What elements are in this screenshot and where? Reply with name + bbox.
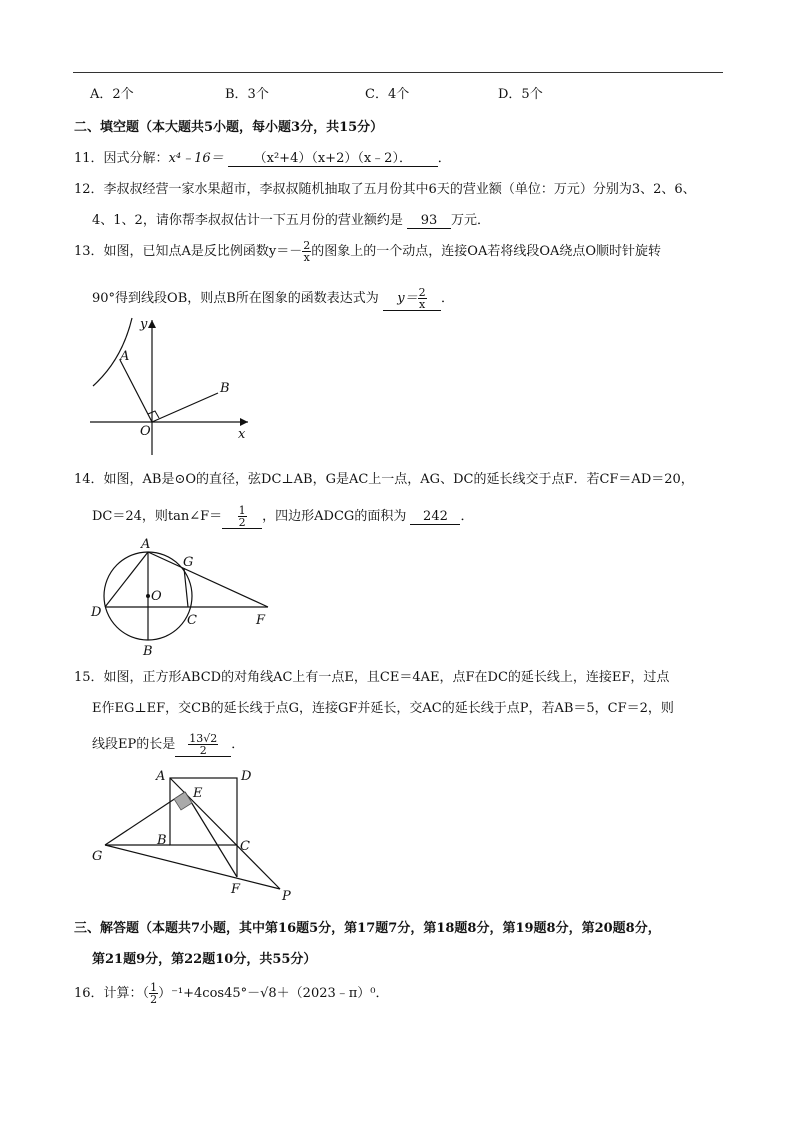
label-y: y xyxy=(140,317,148,332)
q16-frac-num: 1 xyxy=(150,981,158,994)
q13-text2: 的图象上的一个动点，连接OA若将线段OA绕点O顺时针旋转 xyxy=(311,244,662,259)
q15-number: 15． xyxy=(74,670,104,685)
q13-text1: 如图，已知点A是反比例函数y＝－ xyxy=(103,244,303,259)
q11-end: ． xyxy=(437,151,451,166)
label-a: A xyxy=(156,769,166,784)
q14-text3: ，四边形ADCG的面积为 xyxy=(262,509,407,524)
label-d: D xyxy=(241,769,252,784)
q14-ans1-den: 2 xyxy=(238,516,246,529)
right-angle-mark xyxy=(174,792,192,810)
q16 xyxy=(74,982,389,1005)
q16-fraction xyxy=(149,982,158,1005)
label-o: O xyxy=(140,424,151,439)
q14-answer2: 242 xyxy=(410,509,460,525)
choice-c: C．4个 xyxy=(365,87,410,102)
q12-text2: 4、1、2，请你帮李叔叔估计一下五月份的营业额约是 xyxy=(92,213,403,228)
q11-prefix: 因式分解： xyxy=(103,151,169,166)
q12-text1: 李叔叔经营一家水果超市，李叔叔随机抽取了五月份其中6天的营业额（单位：万元）分别为3、2、6、 xyxy=(103,182,696,197)
q15-ans-num: 13√2 xyxy=(189,732,218,745)
q14-number: 14． xyxy=(74,472,104,487)
q15-end: ． xyxy=(231,737,245,752)
q15-ans-den: 2 xyxy=(199,744,207,757)
q13-number: 13． xyxy=(74,244,104,259)
section3-title-line1: 三、解答题（本题共7小题，其中第16题5分，第17题7分，第18题8分，第19题8分，第20题8分， xyxy=(74,921,661,936)
q11-number: 11． xyxy=(74,151,104,166)
label-b: B xyxy=(220,381,230,396)
q15-text1: 如图，正方形ABCD的对角线AC上有一点E，且CE＝4AE，点F在DC的延长线上，连接EF，过点 xyxy=(103,670,670,685)
label-f: F xyxy=(256,613,266,628)
choice-d: D．5个 xyxy=(498,87,543,102)
label-p: P xyxy=(282,889,291,904)
label-d: D xyxy=(91,605,102,620)
q14-text1: 如图，AB是⊙O的直径，弦DC⊥AB，G是AC上一点，AG、DC的延长线交于点F．若CF＝AD＝20， xyxy=(103,472,694,487)
label-g: G xyxy=(92,849,103,864)
q11-expr: x⁴﹣16＝ xyxy=(168,151,224,166)
label-o: O xyxy=(151,589,162,604)
q12-number: 12． xyxy=(74,182,104,197)
label-x: x xyxy=(238,427,246,442)
q13-ans-num: 2 xyxy=(418,286,426,299)
q16-frac-den: 2 xyxy=(150,993,158,1006)
segment-ef xyxy=(185,792,237,877)
q14-text2: DC＝24，则tan∠F＝ xyxy=(92,509,223,524)
q14-end: ． xyxy=(460,509,474,524)
label-b: B xyxy=(143,644,153,659)
line-gp xyxy=(105,845,280,889)
segment-ge xyxy=(105,792,185,845)
label-g: G xyxy=(183,555,194,570)
q16-expression: ）⁻¹+4cos45°－√8＋（2023﹣π）⁰． xyxy=(158,986,389,1001)
q13-end: ． xyxy=(440,291,454,306)
q15-text3: 线段EP的长是 xyxy=(92,737,176,752)
choice-a: A．2个 xyxy=(90,87,134,102)
label-c: C xyxy=(187,613,197,628)
q15-line2: E作EG⊥EF，交CB的延长线于点G，连接GF并延长，交AC的延长线于点P，若AB＝5，CF＝2，则 xyxy=(92,701,674,716)
label-f: F xyxy=(231,882,241,897)
label-e: E xyxy=(193,786,203,801)
q16-number: 16． xyxy=(74,986,104,1001)
label-c: C xyxy=(240,839,250,854)
label-a: A xyxy=(120,349,130,364)
choice-b: B．3个 xyxy=(225,87,269,102)
section2-title: 二、填空题（本大题共5小题，每小题3分，共15分） xyxy=(74,120,384,135)
q13-answer-prefix: y＝ xyxy=(397,291,418,306)
label-b: B xyxy=(157,833,167,848)
q13-text3: 90°得到线段OB，则点B所在图象的函数表达式为 xyxy=(92,291,379,306)
q13-frac-num: 2 xyxy=(303,239,311,252)
q13-ans-den: x xyxy=(419,298,426,311)
q14-ans1-num: 1 xyxy=(238,504,246,517)
q13-frac-den: x xyxy=(303,251,310,264)
q12-answer: 93 xyxy=(407,213,451,229)
section3-title-line2: 第21题9分，第22题10分，共55分） xyxy=(92,952,317,967)
q11-answer: （x²+4）（x+2）（x﹣2）． xyxy=(228,147,438,167)
q12-text3: 万元． xyxy=(450,213,490,228)
label-a: A xyxy=(141,537,151,552)
q16-prefix: 计算：（ xyxy=(103,986,150,1001)
